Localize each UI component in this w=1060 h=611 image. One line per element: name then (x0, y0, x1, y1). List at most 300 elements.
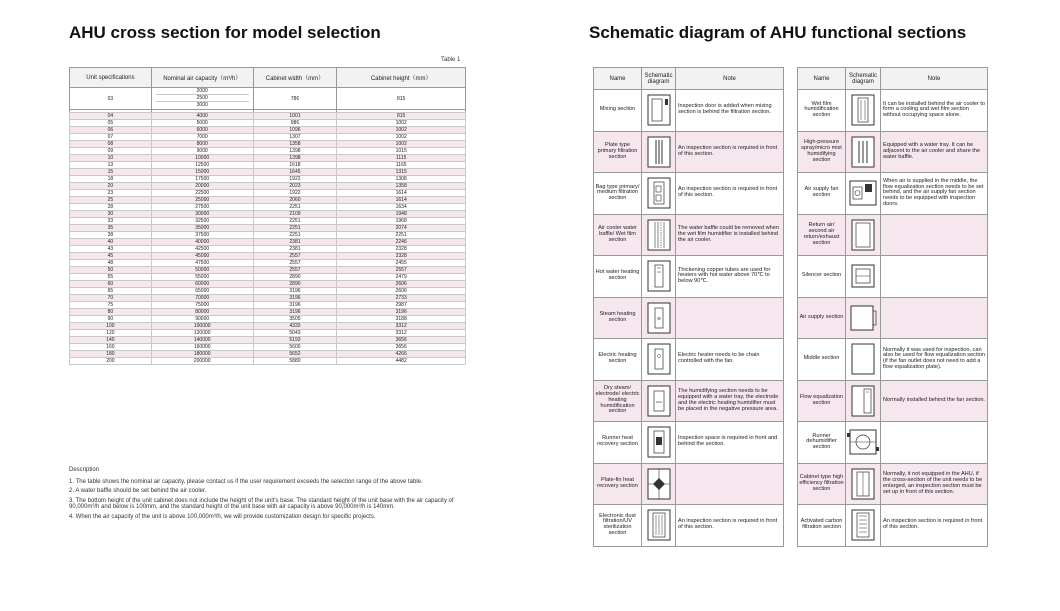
section-name: Flow equalization section (798, 380, 846, 422)
width-cell: 1922 (253, 176, 337, 183)
supply-fan-diagram (846, 173, 881, 215)
height-cell: 815 (337, 88, 466, 110)
width-cell: 1001 (253, 113, 337, 120)
header-name: Name (594, 68, 642, 90)
spec-cell: 28 (70, 204, 152, 211)
capacity-cell: 12500 (151, 162, 253, 169)
width-cell: 2251 (253, 218, 337, 225)
height-cell: 3312 (337, 330, 466, 337)
width-cell: 2890 (253, 281, 337, 288)
schematic-row (594, 297, 784, 339)
spec-cell: 65 (70, 288, 152, 295)
capacity-cell: 20000 (151, 183, 253, 190)
capacity-cell: 40000 (151, 239, 253, 246)
height-cell: 3188 (337, 316, 466, 323)
spec-cell: 43 (70, 246, 152, 253)
schematic-row (798, 256, 988, 298)
carbon-filter-diagram (846, 505, 881, 547)
table-row (70, 232, 466, 239)
spec-cell: 23 (70, 190, 152, 197)
capacity-cell: 37500 (151, 232, 253, 239)
header-unit-spec: Unit specifications (70, 68, 152, 88)
cabinet-filter-diagram (846, 463, 881, 505)
spec-cell: 30 (70, 211, 152, 218)
table-row (70, 260, 466, 267)
silencer-diagram (846, 256, 881, 298)
spec-cell: 200 (70, 358, 152, 365)
capacity-cell: 9000 (151, 148, 253, 155)
capacity-cell: 140000 (151, 337, 253, 344)
height-cell: 2479 (337, 274, 466, 281)
height-cell: 1358 (337, 183, 466, 190)
table-row (70, 302, 466, 309)
section-note (881, 422, 988, 464)
width-cell: 2381 (253, 239, 337, 246)
left-page-title: AHU cross section for model selection (69, 23, 381, 42)
table-row (70, 162, 466, 169)
capacity-cell: 65000 (151, 288, 253, 295)
width-cell: 1398 (253, 148, 337, 155)
width-cell: 1307 (253, 134, 337, 141)
description-item: 4. When the air capacity of the unit is above 100,000m³/h, we will provide customization design for specific projects. (69, 513, 376, 520)
width-cell: 4333 (253, 323, 337, 330)
width-cell: 2251 (253, 225, 337, 232)
svg-text:HCU: HCU (655, 399, 662, 404)
height-cell: 1634 (337, 204, 466, 211)
spec-cell: 35 (70, 225, 152, 232)
header-diagram: Schematic diagram (846, 68, 881, 90)
svg-text:≋: ≋ (656, 315, 661, 322)
section-note: When air is supplied in the middle, the flow equalization section needs to be set behind, and the air supply fan section needs to be equipped with inspection doors. (881, 173, 988, 215)
plate-fin-recovery-diagram (642, 463, 676, 505)
capacity-cell: 100000 (151, 323, 253, 330)
section-note: An inspection section is required in front of this section. (881, 505, 988, 547)
width-cell: 3196 (253, 302, 337, 309)
height-cell: 1614 (337, 197, 466, 204)
height-cell: 1308 (337, 176, 466, 183)
width-cell: 5193 (253, 337, 337, 344)
schematic-row (594, 214, 784, 256)
width-cell: 2557 (253, 260, 337, 267)
spec-cell: 25 (70, 197, 152, 204)
header-air-capacity: Nominal air capacity（m³/h） (151, 68, 253, 88)
section-note: Normally installed behind the fan section. (881, 380, 988, 422)
description-item: 1. The table shows the nominal air capacity, please contact us if the user requirement exceeds the selection range of the above table. (69, 478, 423, 485)
width-cell: 5652 (253, 351, 337, 358)
height-cell: 2987 (337, 302, 466, 309)
description-item: 2. A water baffle should be set behind the air cooler. (69, 488, 207, 494)
table-row (70, 316, 466, 323)
spec-cell: 10 (70, 155, 152, 162)
spec-cell: 38 (70, 232, 152, 239)
schematic-row (594, 90, 784, 132)
section-name: Electronic dust filtration/UV sterilization section (594, 505, 642, 547)
capacity-cell: 10000 (151, 155, 253, 162)
capacity-cell: 90000 (151, 316, 253, 323)
table-row (70, 141, 466, 148)
runner-dehumidifier-diagram (846, 422, 881, 464)
table-row (70, 204, 466, 211)
runner-heat-recovery-diagram (642, 422, 676, 464)
header-cabinet-width: Cabinet width（mm） (253, 68, 337, 88)
capacity-cell: 60000 (151, 281, 253, 288)
width-cell: 5600 (253, 344, 337, 351)
capacity-cell: 6000 (151, 127, 253, 134)
table-row (70, 183, 466, 190)
height-cell: 1614 (337, 190, 466, 197)
section-note: Inspection door is added when mixing section is behind the filtration section. (676, 90, 784, 132)
steam-heating-diagram (642, 297, 676, 339)
table-row (70, 113, 466, 120)
section-name: Air cooler water baffle/ Wet film section (594, 214, 642, 256)
spec-cell: 80 (70, 309, 152, 316)
electric-heating-diagram (642, 339, 676, 381)
capacity-cell: 35000 (151, 225, 253, 232)
spec-cell: 08 (70, 141, 152, 148)
capacity-cell: 27500 (151, 204, 253, 211)
width-cell: 1645 (253, 169, 337, 176)
section-note: The water baffle could be removed when the wet film humidifier is installed behind the air cooler. (676, 214, 784, 256)
air-cooler-diagram (642, 214, 676, 256)
table-label: Table 1 (441, 57, 461, 63)
section-note: It can be installed behind the air cooler to form a cooling and wet film section without occupying space alone. (881, 90, 988, 132)
description-item: 3. The bottom height of the unit cabinet does not include the height of the unit's base. The standard height of the unit base with the air capacity of 90,000m³/h and below is 100mm, and the standard height of the unit base with air capacity is above 90,000m³/h is 140mm. (69, 497, 454, 510)
width-cell: 2109 (253, 211, 337, 218)
width-cell: 2060 (253, 197, 337, 204)
section-note: The humidifying section needs to be equipped with a water tray, the electrode and the electric heating humidifier must be placed in the negative pressure area. (676, 380, 784, 422)
schematic-row (594, 173, 784, 215)
spec-cell: 09 (70, 148, 152, 155)
capacity-cell: 120000 (151, 330, 253, 337)
height-cell: 1002 (337, 134, 466, 141)
spec-cell: 13 (70, 162, 152, 169)
width-cell: 2251 (253, 204, 337, 211)
table-row (70, 176, 466, 183)
section-note: An inspection section is required in front of this section. (676, 505, 784, 547)
section-name: Activated carbon filtration section (798, 505, 846, 547)
spec-cell: 160 (70, 344, 152, 351)
width-cell: 1618 (253, 162, 337, 169)
table-row (70, 225, 466, 232)
width-cell: 2890 (253, 274, 337, 281)
width-cell: 2381 (253, 246, 337, 253)
width-cell: 5043 (253, 330, 337, 337)
schematic-row (798, 463, 988, 505)
table-row (70, 190, 466, 197)
section-note (676, 297, 784, 339)
width-cell: 5880 (253, 358, 337, 365)
section-note: An inspection section is required in front of this section. (676, 131, 784, 173)
schematic-row (798, 339, 988, 381)
height-cell: 815 (337, 113, 466, 120)
section-note (881, 256, 988, 298)
schematic-row (798, 90, 988, 132)
capacity-cell: 55000 (151, 274, 253, 281)
height-cell: 1002 (337, 127, 466, 134)
height-cell: 2251 (337, 232, 466, 239)
width-cell: 3505 (253, 316, 337, 323)
capacity-cell: 70000 (151, 295, 253, 302)
spec-cell: 03 (70, 88, 152, 110)
header-cabinet-height: Cabinet height（mm） (337, 68, 466, 88)
capacity-cell: 50000 (151, 267, 253, 274)
height-cell: 1015 (337, 148, 466, 155)
section-note: Normally, it not equipped in the AHU, if the cross-section of the unit needs to be enlarged, an inspection section must be set up in front of this section. (881, 463, 988, 505)
capacity-cell: 45000 (151, 253, 253, 260)
spec-cell: 45 (70, 253, 152, 260)
right-page-title: Schematic diagram of AHU functional sections (589, 23, 967, 42)
spec-cell: 180 (70, 351, 152, 358)
schematic-row (798, 297, 988, 339)
section-name: Middle section (798, 339, 846, 381)
capacity-cell: 25000 (151, 197, 253, 204)
capacity-cell: 8000 (151, 141, 253, 148)
height-cell: 2455 (337, 260, 466, 267)
table-row (70, 197, 466, 204)
uv-filter-diagram (642, 505, 676, 547)
section-note (881, 297, 988, 339)
table-row (70, 323, 466, 330)
spec-cell: 07 (70, 134, 152, 141)
section-name: Dry steam/ electrode/ electric heating humidification section (594, 380, 642, 422)
section-name: Steam heating section (594, 297, 642, 339)
description-heading: Description (69, 467, 100, 473)
table-row (70, 274, 466, 281)
spec-cell: 40 (70, 239, 152, 246)
width-cell: 986 (253, 120, 337, 127)
table-row (70, 267, 466, 274)
section-note: Thickening copper tubes are used for heaters with hot water above 70℃ to below 90℃. (676, 256, 784, 298)
table-row (70, 295, 466, 302)
height-cell: 2074 (337, 225, 466, 232)
capacity-cell: 75000 (151, 302, 253, 309)
section-note: An inspection section is required in front of this section. (676, 173, 784, 215)
table-row (70, 120, 466, 127)
height-cell: 3656 (337, 344, 466, 351)
return-air-diagram (846, 214, 881, 256)
schematic-row (594, 339, 784, 381)
section-note (676, 463, 784, 505)
width-cell: 1096 (253, 127, 337, 134)
height-cell: 2606 (337, 281, 466, 288)
schematic-row (594, 131, 784, 173)
height-cell: 3196 (337, 309, 466, 316)
table-row (70, 330, 466, 337)
spec-cell: 33 (70, 218, 152, 225)
height-cell: 2557 (337, 267, 466, 274)
height-cell: 4482 (337, 358, 466, 365)
spec-table-header (70, 68, 466, 88)
schematic-table-right (797, 67, 988, 547)
width-cell: 3196 (253, 288, 337, 295)
capacity-cell: 47500 (151, 260, 253, 267)
flow-equalization-diagram (846, 380, 881, 422)
capacity-value: 3000 (196, 102, 208, 108)
humidifier-diagram (642, 380, 676, 422)
height-cell: 1968 (337, 218, 466, 225)
section-note: Electric heater needs to be chain controlled with the fan. (676, 339, 784, 381)
section-name: High-pressure spray/micro mist humidifying section (798, 131, 846, 173)
spec-cell: 140 (70, 337, 152, 344)
section-name: Mixing section (594, 90, 642, 132)
width-cell: 2557 (253, 267, 337, 274)
height-cell: 1948 (337, 211, 466, 218)
spec-cell: 04 (70, 113, 152, 120)
table-row (70, 239, 466, 246)
schematic-row (594, 505, 784, 547)
section-name: Electric heating section (594, 339, 642, 381)
width-cell: 1398 (253, 155, 337, 162)
schematic-row (594, 463, 784, 505)
schematic-row (798, 380, 988, 422)
hot-water-coil-diagram (642, 256, 676, 298)
capacity-cell: 160000 (151, 344, 253, 351)
capacity-cell: 7000 (151, 134, 253, 141)
height-cell: 3656 (337, 337, 466, 344)
height-cell: 2328 (337, 246, 466, 253)
width-cell: 2557 (253, 253, 337, 260)
section-name: Cabinet type high efficiency filtration section (798, 463, 846, 505)
table-row (70, 127, 466, 134)
table-row (70, 281, 466, 288)
spec-cell: 90 (70, 316, 152, 323)
section-name: Air supply section (798, 297, 846, 339)
capacity-cell: 180000 (151, 351, 253, 358)
width-cell: 3196 (253, 309, 337, 316)
spec-table (69, 67, 466, 365)
spec-cell: 06 (70, 127, 152, 134)
middle-section-diagram (846, 339, 881, 381)
capacity-cell: 80000 (151, 309, 253, 316)
capacity-cell (151, 88, 253, 110)
section-name: Return air/ second air return/exhaust section (798, 214, 846, 256)
section-note (881, 214, 988, 256)
schematic-row (798, 131, 988, 173)
height-cell: 1002 (337, 120, 466, 127)
capacity-cell: 15000 (151, 169, 253, 176)
spec-cell: 50 (70, 267, 152, 274)
capacity-cell: 32500 (151, 218, 253, 225)
height-cell: 2606 (337, 288, 466, 295)
schematic-row (798, 422, 988, 464)
height-cell: 2733 (337, 295, 466, 302)
capacity-cell: 4000 (151, 113, 253, 120)
section-name: Air supply fan section (798, 173, 846, 215)
schematic-table-left (593, 67, 784, 547)
table-row (70, 211, 466, 218)
width-cell: 1922 (253, 190, 337, 197)
capacity-cell: 22500 (151, 190, 253, 197)
table-row (70, 88, 466, 110)
schematic-row (798, 505, 988, 547)
section-name: Wet film humidification section (798, 90, 846, 132)
height-cell: 1165 (337, 162, 466, 169)
header-name: Name (798, 68, 846, 90)
capacity-value: 2000 (156, 88, 249, 95)
spec-cell: 60 (70, 281, 152, 288)
section-name: Hot water heating section (594, 256, 642, 298)
section-note: Normally it was used for inspection, can also be used for flow equalization section (if the fan outlet does not need to add a flow equalization plate). (881, 339, 988, 381)
spec-cell: 20 (70, 183, 152, 190)
spec-cell: 70 (70, 295, 152, 302)
spec-cell: 55 (70, 274, 152, 281)
table-row (70, 246, 466, 253)
table-row (70, 358, 466, 365)
table-row (70, 134, 466, 141)
description-block (69, 467, 469, 523)
header-note: Note (676, 68, 784, 90)
capacity-cell: 42500 (151, 246, 253, 253)
schematic-row (594, 380, 784, 422)
schematic-row (594, 256, 784, 298)
capacity-cell: 30000 (151, 211, 253, 218)
spec-cell: 05 (70, 120, 152, 127)
table-row (70, 309, 466, 316)
capacity-cell: 200000 (151, 358, 253, 365)
section-note: Equipped with a water tray. It can be adjacent to the air cooler and share the water baffle. (881, 131, 988, 173)
section-name: Plate type primary filtration section (594, 131, 642, 173)
spray-humidifier-diagram (846, 131, 881, 173)
height-cell: 1315 (337, 169, 466, 176)
width-cell: 1358 (253, 141, 337, 148)
spec-cell: 18 (70, 176, 152, 183)
table-row (70, 253, 466, 260)
spec-cell: 48 (70, 260, 152, 267)
section-name: Silencer section (798, 256, 846, 298)
width-cell: 3196 (253, 295, 337, 302)
spec-cell: 100 (70, 323, 152, 330)
width-cell: 786 (253, 88, 337, 110)
section-name: Runner heat recovery section (594, 422, 642, 464)
schematic-row (798, 214, 988, 256)
section-name: Plate-fin heat recovery section (594, 463, 642, 505)
height-cell: 1002 (337, 141, 466, 148)
table-row (70, 337, 466, 344)
height-cell: 2246 (337, 239, 466, 246)
table-row (70, 288, 466, 295)
table-row (70, 218, 466, 225)
table-row (70, 155, 466, 162)
table-row (70, 351, 466, 358)
schematic-row (798, 173, 988, 215)
spec-cell: 75 (70, 302, 152, 309)
table-row (70, 148, 466, 155)
height-cell: 4266 (337, 351, 466, 358)
width-cell: 2251 (253, 232, 337, 239)
table-row (70, 169, 466, 176)
capacity-cell: 5000 (151, 120, 253, 127)
section-name: Runner dehumidifier section (798, 422, 846, 464)
air-supply-diagram (846, 297, 881, 339)
schematic-row (594, 422, 784, 464)
wet-film-diagram (846, 90, 881, 132)
section-note: Inspection space is required in front and behind the section. (676, 422, 784, 464)
bag-filter-diagram (642, 173, 676, 215)
plate-filter-diagram (642, 131, 676, 173)
section-name: Bag type primary/ medium filtration section (594, 173, 642, 215)
mixing-section-diagram (642, 90, 676, 132)
height-cell: 2328 (337, 253, 466, 260)
capacity-value: 2500 (156, 95, 249, 102)
height-cell: 3312 (337, 323, 466, 330)
table-row (70, 344, 466, 351)
header-diagram: Schematic diagram (642, 68, 676, 90)
spec-cell: 15 (70, 169, 152, 176)
height-cell: 1115 (337, 155, 466, 162)
width-cell: 2023 (253, 183, 337, 190)
header-note: Note (881, 68, 988, 90)
spec-cell: 120 (70, 330, 152, 337)
